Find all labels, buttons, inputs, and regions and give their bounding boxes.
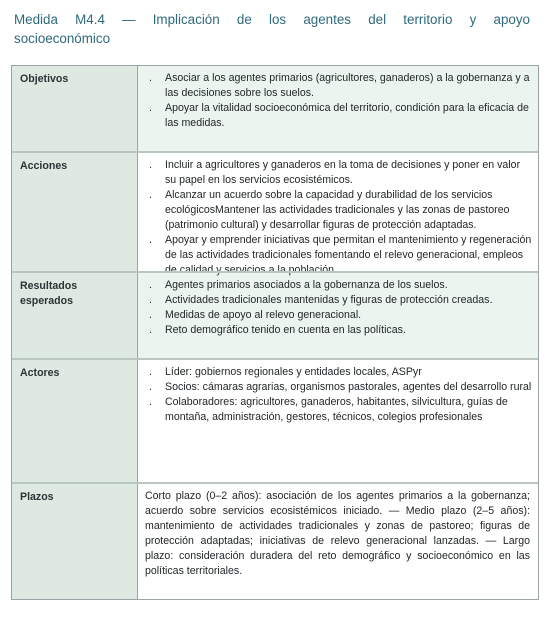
bullet-marker: .: [149, 366, 152, 378]
bullet-marker: .: [149, 234, 152, 246]
row-content-acciones: [143, 158, 534, 278]
measure-table: [11, 65, 539, 600]
bullet-marker: .: [149, 381, 152, 393]
list-item: [143, 323, 534, 338]
table-row-objetivos: [12, 66, 538, 151]
timeline-paragraph: Corto plazo (0–2 años): asociación de los agentes primarios a la gobernanza; acuerdo sobre servicios ecosistémicos iniciado. — Medio plazo (2–5 años): mantenimiento de actividades tradicionales y zonas de pastoreo; figuras de protección adaptadas; iniciativas de relevo generacional lanzadas. — Largo plazo: consideración duradera del reto demográfico y socioeconómico en las políticas territoriales.: [145, 490, 530, 577]
list-item-text: Líder: gobiernos regionales y entidades locales, ASPyr: [165, 366, 422, 378]
row-label-plazos: Plazos: [20, 491, 54, 503]
bullet-marker: .: [149, 396, 152, 408]
list-item-text: Agentes primarios asociados a la gobernanza de los suelos.: [165, 279, 448, 291]
list-item-text: Actividades tradicionales mantenidas y figuras de protección creadas.: [165, 294, 493, 306]
row-content-objetivos: [143, 71, 534, 131]
bullet-list: [143, 278, 534, 338]
bullet-marker: .: [149, 102, 152, 114]
bullet-list: [143, 158, 534, 278]
bullet-marker: .: [149, 72, 152, 84]
row-content-actores: [143, 365, 534, 425]
list-item: [143, 101, 534, 131]
row-content-resultados: [143, 278, 534, 338]
measure-title: Medida M4.4 — Implicación de los agentes del territorio y apoyo socioeconómico: [14, 12, 530, 46]
row-content-plazos: [145, 489, 532, 579]
list-item: [143, 365, 534, 380]
list-item: [143, 380, 534, 395]
list-item: [143, 308, 534, 323]
list-item: [143, 158, 534, 188]
row-label-actores: Actores: [20, 367, 60, 379]
list-item-text: Reto demográfico tenido en cuenta en las políticas.: [165, 324, 406, 336]
bullet-marker: .: [149, 159, 152, 171]
list-item-text: Apoyar la vitalidad socioeconómica del territorio, condición para la eficacia de las medidas.: [165, 102, 529, 129]
list-item: [143, 188, 534, 233]
table-row-actores: [12, 358, 538, 460]
list-item-text: Apoyar y emprender iniciativas que permitan el mantenimiento y regeneración de las actividades tradicionales fomentando el relevo generacional, empleos de calidad y servicios a la población.: [165, 234, 532, 276]
list-item-text: Colaboradores: agricultores, ganaderos, habitantes, silvicultura, guías de montaña, administración, gestores, técnicos, colegios profesionales: [165, 396, 508, 423]
table-row-resultados: [12, 271, 538, 360]
list-item-text: Incluir a agricultores y ganaderos en la toma de decisiones y poner en valor su papel en los servicios ecosistémicos.: [165, 159, 521, 186]
list-item: [143, 395, 534, 425]
list-item-text: Asociar a los agentes primarios (agricultores, ganaderos) a la gobernanza y a las decisiones sobre los suelos.: [165, 72, 530, 99]
list-item: [143, 293, 534, 308]
table-row-acciones: [12, 151, 538, 276]
bullet-list: [143, 365, 534, 425]
row-label-objetivos: Objetivos: [20, 73, 69, 85]
table-row-plazos: [12, 482, 538, 600]
list-item: [143, 71, 534, 101]
list-item-text: Socios: cámaras agrarias, organismos pastorales, agentes del desarrollo rural: [165, 381, 532, 393]
bullet-list: [143, 71, 534, 131]
bullet-marker: .: [149, 309, 152, 321]
bullet-marker: .: [149, 324, 152, 336]
bullet-marker: .: [149, 279, 152, 291]
row-label-resultados: Resultados esperados: [20, 280, 78, 307]
row-label-acciones: Acciones: [20, 160, 68, 172]
list-item-text: Alcanzar un acuerdo sobre la capacidad y durabilidad de los servicios ecológicosMantener las actividades tradicionales y las zonas de pastoreo (patrimonio cultural) y desarrollar figuras de protección adaptadas.: [165, 189, 510, 231]
list-item-text: Medidas de apoyo al relevo generacional.: [165, 309, 362, 321]
list-item: [143, 278, 534, 293]
bullet-marker: .: [149, 189, 152, 201]
bullet-marker: .: [149, 294, 152, 306]
